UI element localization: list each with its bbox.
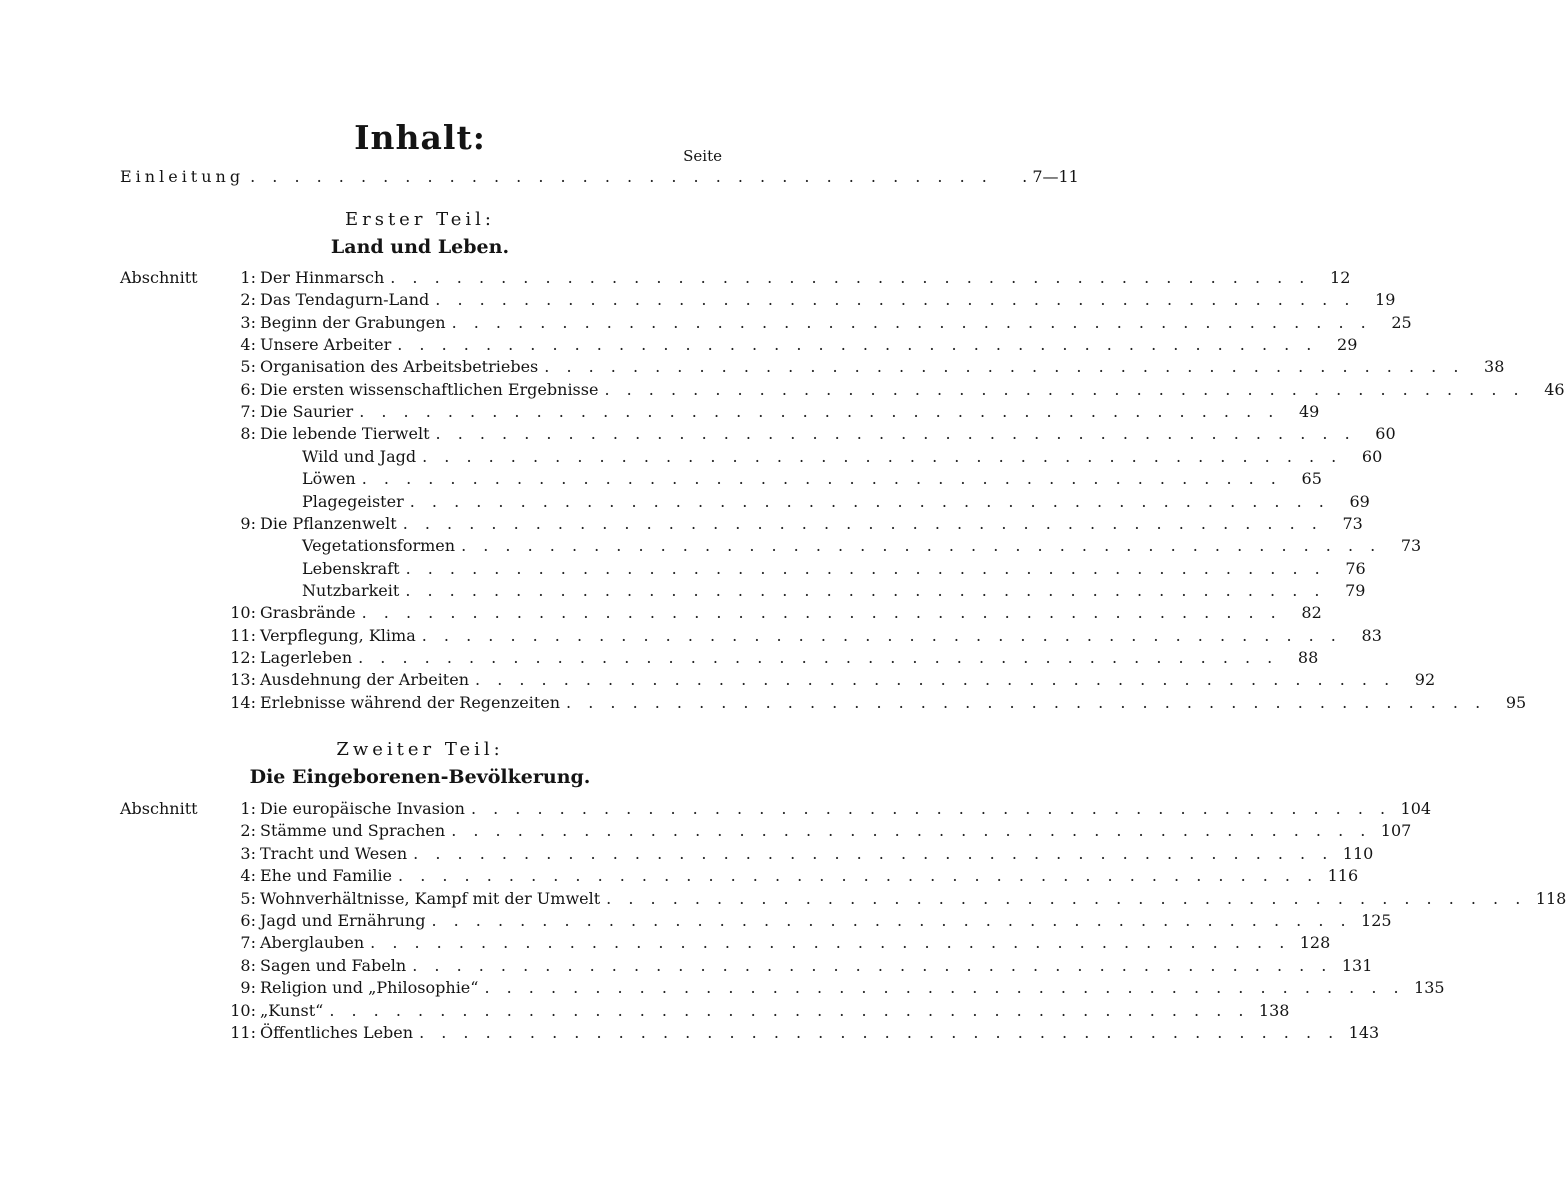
entry-number: 4: xyxy=(240,866,256,886)
entry-label: Wild und Jagd xyxy=(302,446,417,466)
leader-dots: . . . . . . . . . . . . . . . . . . . . . . . . . . . . . . . . . . . . . . . . . . xyxy=(422,446,1343,466)
leader-dots: . . . . . . . . . . . . . . . . . . . . . . . . . . . . . . . . . . xyxy=(250,167,993,186)
toc-entry xyxy=(120,580,1366,603)
leader-dots: . . . . . . . . . . . . . . . . . . . . . . . . . . . . . . . . . . . . . . . . . . xyxy=(398,866,1319,886)
leader-dots: . . . . . . . . . . . . . . . . . . . . . . . . . . . . . . . . . . . . . . . . . . xyxy=(451,312,1372,332)
entry-label: Grasbrände xyxy=(260,603,356,623)
entry-label: Aberglauben xyxy=(260,933,365,953)
intro-label: Einleitung xyxy=(120,167,245,186)
leader-dots: . . . . . . . . . . . . . . . . . . . . . . . . . . . . . . . . . . . . . . . . . . xyxy=(435,424,1356,444)
leader-dots: . . . . . . . . . . . . . . . . . . . . . . . . . . . . . . . . . . . . . . . . . . xyxy=(566,692,1487,712)
entry-number: 2: xyxy=(240,290,256,310)
toc-entry xyxy=(120,424,1396,446)
entry-label: Vegetationsformen xyxy=(302,536,456,556)
entry-page: 128 xyxy=(1299,933,1331,953)
entry-number: 1: xyxy=(240,268,256,287)
entry-number: 5: xyxy=(240,357,256,377)
part1-title: Land und Leben. xyxy=(330,236,510,258)
entry-page: 92 xyxy=(1414,670,1436,690)
toc-entry xyxy=(120,625,1382,648)
entry-page: 60 xyxy=(1361,446,1383,466)
leader-dots: . . . . . . . . . . . . . . . . . . . . . . . . . . . . . . . . . . . . . . . . . . xyxy=(370,933,1291,953)
entry-page: 95 xyxy=(1505,692,1527,712)
entry-page: 38 xyxy=(1484,357,1505,377)
toc-entry xyxy=(120,536,1422,558)
leader-dots: . . . . . . . . . . . . . . . . . . . . . . . . . . . . . . . . . . . . . . . . . . xyxy=(421,625,1342,645)
entry-label: Lebenskraft xyxy=(302,558,400,578)
entry-label: Sagen und Fabeln xyxy=(260,955,407,975)
entry-page: 143 xyxy=(1348,1023,1380,1042)
entry-number: 12: xyxy=(230,647,256,667)
entry-page: 116 xyxy=(1327,866,1359,886)
entry-label: Lagerleben xyxy=(260,647,353,667)
entry-page: 25 xyxy=(1391,312,1412,332)
leader-dots: . . . . . . . . . . . . . . . . . . . . . . . . . . . . . . . . . . . . . . . . . . xyxy=(544,357,1465,377)
leader-dots: . . . . . . . . . . . . . . . . . . . . . . . . . . . . . . . . . . . . . . . . . . xyxy=(470,799,1392,818)
part2-title: Die Eingeborenen-Bevölkerung. xyxy=(249,766,591,788)
entry-page: 82 xyxy=(1301,603,1322,623)
leader-dots: . . . . . . . . . . . . . . . . . . . . . . . . . . . . . . . . . . . . . . . . . . xyxy=(329,1000,1250,1020)
entry-label: Öffentliches Leben xyxy=(260,1023,414,1042)
leader-dots: . . . . . . . . . . . . . . . . . . . . . . . . . . . . . . . . . . . . . . . . . . xyxy=(419,1023,1340,1042)
entry-label: Plagegeister xyxy=(302,491,404,511)
entry-number: 8: xyxy=(240,424,256,444)
entry-label: Tracht und Wesen xyxy=(260,843,408,863)
intro-row xyxy=(120,167,1079,189)
toc-entry xyxy=(120,379,1565,402)
entry-number: 3: xyxy=(240,312,256,332)
leader-dots: . . . . . . . . . . . . . . . . . . . . . . . . . . . . . . . . . . . . . . . . . . xyxy=(435,290,1356,310)
page-title: Inhalt: xyxy=(354,118,486,157)
toc-entry xyxy=(120,268,1351,290)
entry-label: Die lebende Tierwelt xyxy=(260,424,430,444)
toc-entry xyxy=(120,558,1366,581)
leader-dots: . . . . . . . . . . . . . . . . . . . . . . . . . . . . . . . . . . . . . . . . . . xyxy=(405,558,1326,578)
entry-label: Jagd und Ernährung xyxy=(260,911,426,930)
toc-entry xyxy=(120,603,1322,625)
entry-label: Ehe und Familie xyxy=(260,866,393,886)
entry-page: 104 xyxy=(1400,799,1432,818)
entry-number: 14: xyxy=(230,692,256,712)
toc-entry xyxy=(120,821,1412,843)
entry-label: Beginn der Grabungen xyxy=(260,312,446,332)
entry-number: 13: xyxy=(230,670,256,690)
toc-entry xyxy=(120,357,1505,379)
entry-page: 46 xyxy=(1544,379,1565,399)
toc-entry xyxy=(120,290,1396,312)
toc-entry xyxy=(120,888,1566,911)
entry-number: 4: xyxy=(240,335,256,355)
toc-entry xyxy=(120,692,1527,715)
entry-number: 3: xyxy=(240,843,256,863)
toc-entry xyxy=(120,312,1412,335)
entry-label: Die ersten wissenschaftlichen Ergebnisse xyxy=(260,379,599,399)
toc-entry xyxy=(120,978,1445,1000)
leader-dots: . . . . . . . . . . . . . . . . . . . . . . . . . . . . . . . . . . . . . . . . . . xyxy=(359,402,1280,422)
entry-label: Verpflegung, Klima xyxy=(260,625,416,645)
leader-dots: . . . . . . . . . . . . . . . . . . . . . . . . . . . . . . . . . . . . . . . . . . xyxy=(361,603,1282,623)
entry-label: Stämme und Sprachen xyxy=(260,821,446,841)
leader-dots: . . . . . . . . . . . . . . . . . . . . . . . . . . . . . . . . . . . . . . . . . . xyxy=(484,978,1405,998)
entry-label: Unsere Arbeiter xyxy=(260,335,392,355)
entry-page: 49 xyxy=(1298,402,1320,422)
entry-page: 110 xyxy=(1342,843,1374,863)
entry-page: 131 xyxy=(1341,955,1373,975)
seite-label: Seite xyxy=(683,147,722,165)
entry-number: 7: xyxy=(240,402,256,422)
entry-page: 76 xyxy=(1345,558,1366,578)
entry-page: 83 xyxy=(1361,625,1382,645)
entry-label: Wohnverhältnisse, Kampf mit der Umwelt xyxy=(260,888,601,908)
entry-page: 19 xyxy=(1375,290,1396,310)
leader-dots: . . . . . . . . . . . . . . . . . . . . . . . . . . . . . . . . . . . . . . . . . . xyxy=(604,379,1525,399)
leader-dots: . . . . . . . . . . . . . . . . . . . . . . . . . . . . . . . . . . . . . . . . . . xyxy=(606,888,1527,908)
entry-number: 2: xyxy=(240,821,256,841)
entry-label: Die Saurier xyxy=(260,402,354,422)
entry-page: 65 xyxy=(1301,469,1322,489)
leader-dots: . . . . . . . . . . . . . . . . . . . . . . . . . . . . . . . . . . . . . . . . . . xyxy=(475,670,1396,690)
leader-dots: . . . . . . . . . . . . . . . . . . . . . . . . . . . . . . . . . . . . . . . . . . xyxy=(461,536,1382,556)
entry-page: 73 xyxy=(1400,536,1422,556)
toc-entry xyxy=(120,933,1331,955)
toc-entry xyxy=(120,799,1432,821)
entry-page: 69 xyxy=(1349,491,1370,511)
part1-label: Erster Teil: xyxy=(344,209,496,230)
entry-number: 7: xyxy=(240,933,256,953)
leader-dots: . . . . . . . . . . . . . . . . . . . . . . . . . . . . . . . . . . . . . . . . . . xyxy=(397,335,1318,355)
toc-entry xyxy=(120,335,1358,357)
entry-label: Erlebnisse während der Regenzeiten xyxy=(260,692,561,712)
entry-number: 9: xyxy=(240,513,256,533)
toc-entry xyxy=(120,647,1319,670)
leader-dots: . . . . . . . . . . . . . . . . . . . . . . . . . . . . . . . . . . . . . . . . . . xyxy=(431,911,1352,930)
entry-number: 11: xyxy=(230,1023,256,1042)
leader-dots: . . . . . . . . . . . . . . . . . . . . . . . . . . . . . . . . . . . . . . . . . . xyxy=(451,821,1372,841)
entry-label: Die europäische Invasion xyxy=(260,799,465,818)
entry-page: 125 xyxy=(1361,911,1392,930)
leader-dots: . . . . . . . . . . . . . . . . . . . . . . . . . . . . . . . . . . . . . . . . . . xyxy=(409,491,1330,511)
entry-page: 29 xyxy=(1337,335,1358,355)
entry-page: 88 xyxy=(1297,647,1319,667)
entry-number: 11: xyxy=(230,625,256,645)
part2-label: Zweiter Teil: xyxy=(336,739,504,760)
abschnitt-label: Abschnitt xyxy=(120,268,198,287)
entry-number: 10: xyxy=(230,603,256,623)
abschnitt-label: Abschnitt xyxy=(120,799,198,818)
toc-entry xyxy=(120,491,1370,514)
entry-page: 73 xyxy=(1342,513,1363,533)
toc-entry xyxy=(120,866,1359,888)
toc-entry xyxy=(120,670,1436,692)
leader-dots: . . . . . . . . . . . . . . . . . . . . . . . . . . . . . . . . . . . . . . . . . . xyxy=(390,268,1311,287)
entry-number: 10: xyxy=(230,1000,256,1020)
entry-page: 135 xyxy=(1414,978,1445,998)
entry-page: 107 xyxy=(1380,821,1412,841)
toc-entry xyxy=(120,469,1322,491)
entry-number: 6: xyxy=(240,911,256,930)
entry-label: Der Hinmarsch xyxy=(260,268,385,287)
entry-label: „Kunst“ xyxy=(260,1000,324,1020)
entry-label: Nutzbarkeit xyxy=(302,580,400,600)
toc-entry xyxy=(120,955,1373,978)
toc-entry xyxy=(120,843,1374,866)
leader-dots: . . . . . . . . . . . . . . . . . . . . . . . . . . . . . . . . . . . . . . . . . . xyxy=(413,843,1334,863)
entry-label: Löwen xyxy=(302,469,356,489)
entry-label: Die Pflanzenwelt xyxy=(260,513,397,533)
intro-pages: . 7—11 xyxy=(1022,167,1079,186)
toc-entry xyxy=(120,402,1320,424)
leader-dots: . . . . . . . . . . . . . . . . . . . . . . . . . . . . . . . . . . . . . . . . . . xyxy=(402,513,1323,533)
entry-number: 8: xyxy=(240,955,256,975)
toc-entry xyxy=(120,911,1392,933)
leader-dots: . . . . . . . . . . . . . . . . . . . . . . . . . . . . . . . . . . . . . . . . . . xyxy=(358,647,1279,667)
entry-number: 9: xyxy=(240,978,256,998)
toc-entry xyxy=(120,1000,1290,1023)
leader-dots: . . . . . . . . . . . . . . . . . . . . . . . . . . . . . . . . . . . . . . . . . . xyxy=(412,955,1333,975)
entry-label: Das Tendagurn-Land xyxy=(260,290,430,310)
leader-dots: . . . . . . . . . . . . . . . . . . . . . . . . . . . . . . . . . . . . . . . . . . xyxy=(361,469,1282,489)
entry-number: 6: xyxy=(240,379,256,399)
leader-dots: . . . . . . . . . . . . . . . . . . . . . . . . . . . . . . . . . . . . . . . . . . xyxy=(405,580,1326,600)
entry-page: 79 xyxy=(1345,580,1366,600)
toc-entry xyxy=(120,446,1383,469)
entry-label: Ausdehnung der Arbeiten xyxy=(260,670,470,690)
toc-entry xyxy=(120,513,1363,536)
entry-label: Organisation des Arbeitsbetriebes xyxy=(260,357,539,377)
entry-number: 1: xyxy=(240,799,256,818)
entry-label: Religion und „Philosophie“ xyxy=(260,978,479,998)
entry-number: 5: xyxy=(240,888,256,908)
entry-page: 138 xyxy=(1258,1000,1290,1020)
toc-entry xyxy=(120,1023,1380,1045)
entry-page: 12 xyxy=(1330,268,1351,287)
entry-page: 118 xyxy=(1535,888,1566,908)
entry-page: 60 xyxy=(1375,424,1396,444)
